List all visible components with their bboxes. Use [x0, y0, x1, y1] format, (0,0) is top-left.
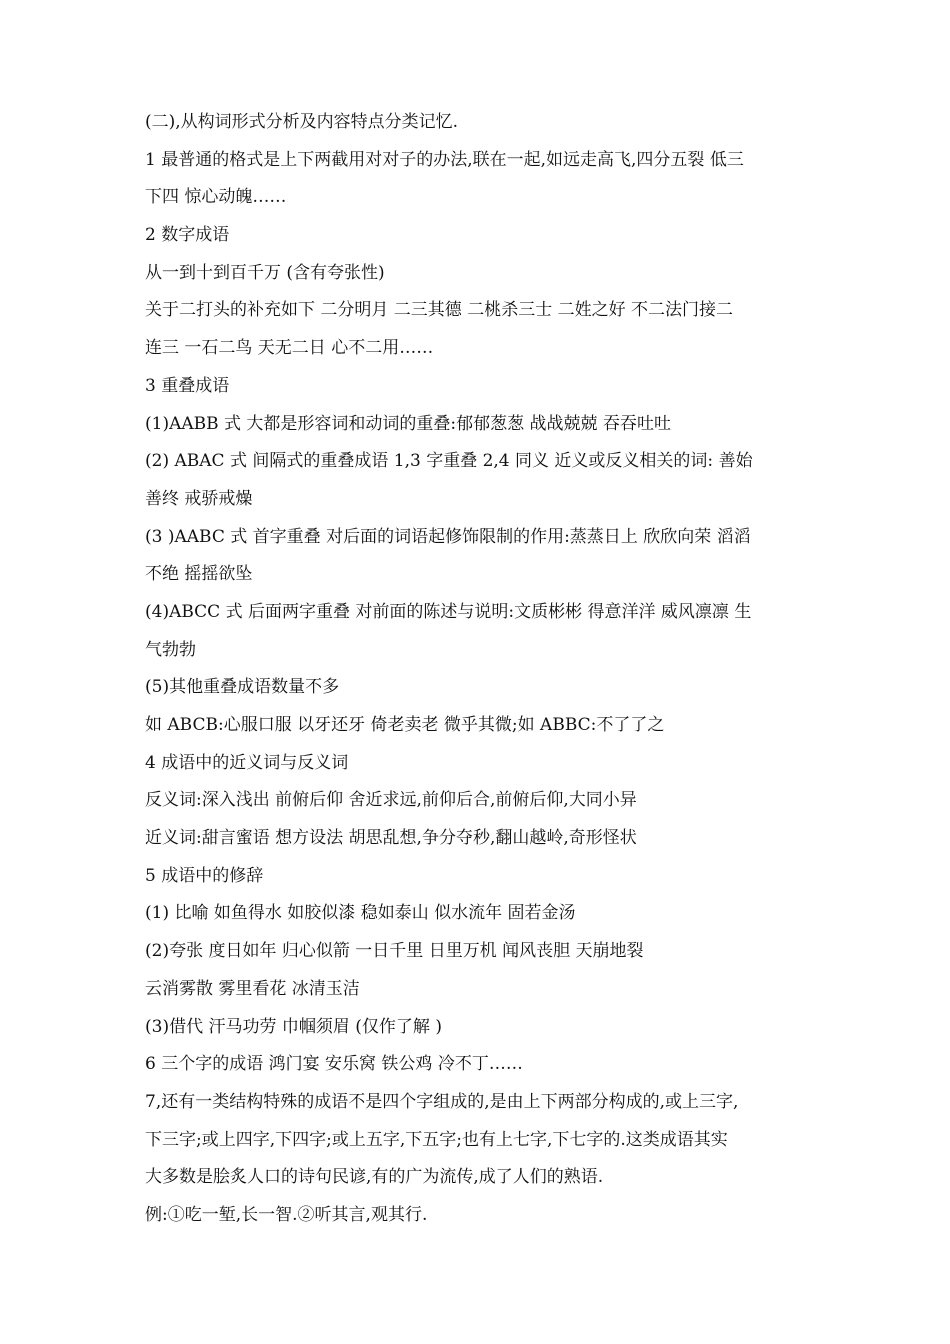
subheading: 5 成语中的修辞: [145, 865, 264, 886]
subheading: 2 数字成语: [145, 225, 230, 246]
paragraph-line: 从一到十到百千万 (含有夸张性): [145, 262, 385, 283]
subheading: 3 重叠成语: [145, 375, 230, 396]
paragraph-line: 下四 惊心动魄……: [145, 187, 287, 208]
paragraph-line: 云消雾散 雾里看花 冰清玉洁: [145, 978, 360, 999]
paragraph-line: (3 )AABC 式 首字重叠 对后面的词语起修饰限制的作用:蒸蒸日上 欣欣向荣 滔滔: [145, 526, 751, 547]
paragraph-line: 善终 戒骄戒燥: [145, 488, 253, 509]
paragraph-line: (3)借代 汗马功劳 巾帼须眉 (仅作了解 ): [145, 1016, 442, 1037]
paragraph-line: 近义词:甜言蜜语 想方设法 胡思乱想,争分夺秒,翻山越岭,奇形怪状: [145, 828, 637, 849]
paragraph-line: (5)其他重叠成语数量不多: [145, 677, 340, 698]
example-line: 例:①吃一堑,长一智.②听其言,观其行.: [145, 1204, 428, 1225]
subheading: 4 成语中的近义词与反义词: [145, 752, 349, 773]
paragraph-line: 连三 一石二鸟 天无二日 心不二用……: [145, 338, 434, 359]
subheading: 6 三个字的成语 鸿门宴 安乐窝 铁公鸡 冷不丁……: [145, 1054, 523, 1075]
paragraph-line: (2)夸张 度日如年 归心似箭 一日千里 日里万机 闻风丧胆 天崩地裂: [145, 941, 644, 962]
section-heading: (二),从构词形式分析及内容特点分类记忆.: [145, 112, 459, 132]
paragraph-line: 7,还有一类结构特殊的成语不是四个字组成的,是由上下两部分构成的,或上三字,: [145, 1091, 739, 1112]
paragraph-line: 关于二打头的补充如下 二分明月 二三其德 二桃杀三士 二姓之好 不二法门接二: [145, 300, 734, 321]
paragraph-line: 反义词:深入浅出 前俯后仰 舍近求远,前仰后合,前俯后仰,大同小异: [145, 790, 637, 811]
paragraph-line: (2) ABAC 式 间隔式的重叠成语 1,3 字重叠 2,4 同义 近义或反义相关的词: 善始: [145, 451, 753, 472]
paragraph-line: 1 最普通的格式是上下两截用对对子的办法,联在一起,如远走高飞,四分五裂 低三: [145, 149, 744, 170]
paragraph-line: 如 ABCB:心服口服 以牙还牙 倚老卖老 微乎其微;如 ABBC:不了了之: [145, 715, 665, 735]
document-body: [145, 104, 835, 1235]
paragraph-line: (1) 比喻 如鱼得水 如胶似漆 稳如泰山 似水流年 固若金汤: [145, 903, 576, 924]
paragraph-line: (4)ABCC 式 后面两字重叠 对前面的陈述与说明:文质彬彬 得意洋洋 威风凛凛 生: [145, 601, 752, 622]
paragraph-line: 不绝 摇摇欲坠: [145, 564, 253, 585]
paragraph-line: (1)AABB 式 大都是形容词和动词的重叠:郁郁葱葱 战战兢兢 吞吞吐吐: [145, 413, 671, 434]
paragraph-line: 下三字;或上四字,下四字;或上五字,下五字;也有上七字,下七字的.这类成语其实: [145, 1129, 728, 1150]
paragraph-line: 大多数是脍炙人口的诗句民谚,有的广为流传,成了人们的熟语.: [145, 1167, 604, 1188]
paragraph-line: 气勃勃: [145, 639, 196, 660]
